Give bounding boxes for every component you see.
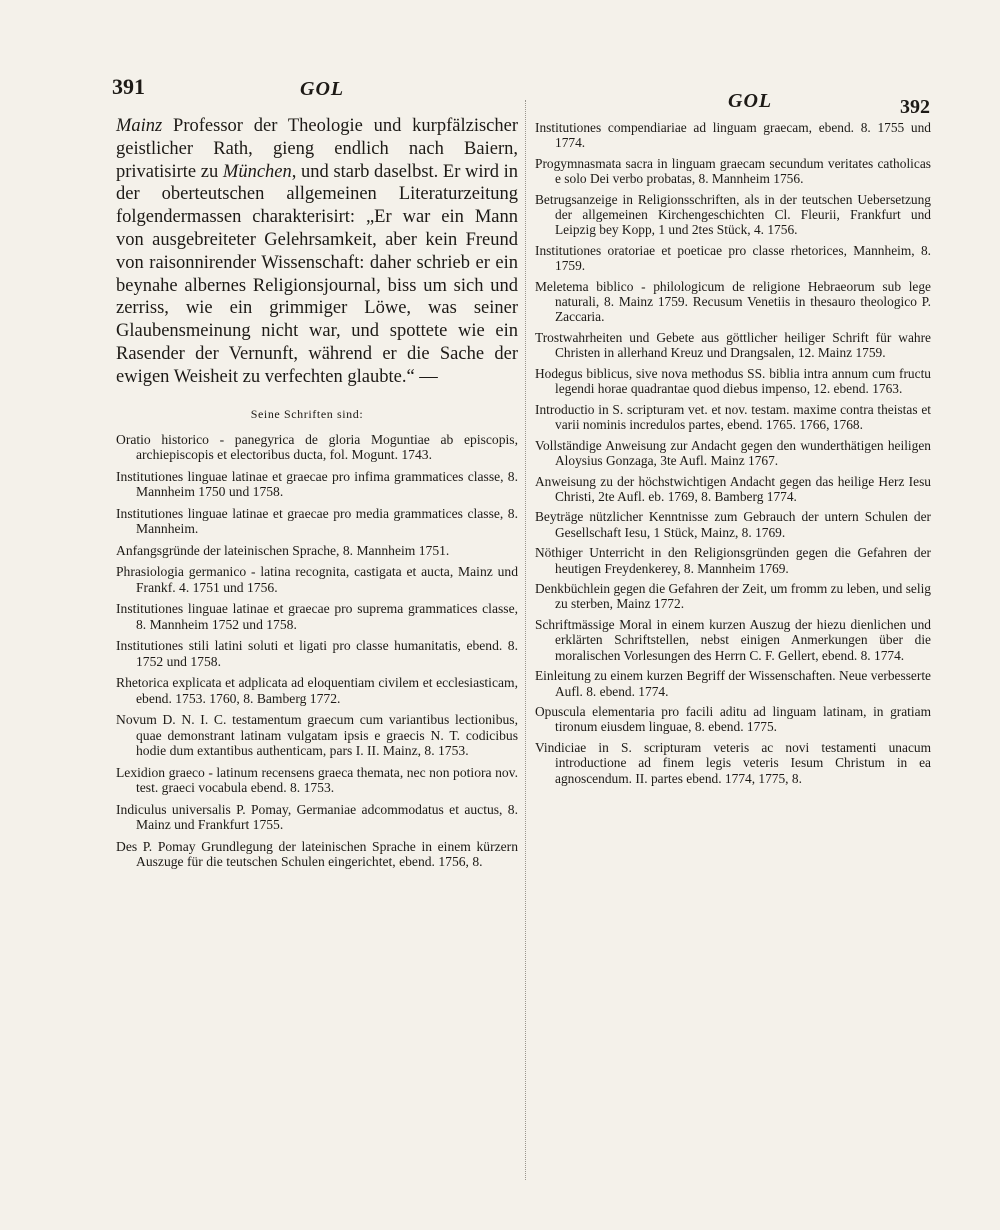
- right-column: [535, 120, 931, 791]
- bibliography-entry: Betrugsanzeige in Religionsschriften, als in der teutschen Uebersetzung der allgemeinen Kirchengeschichten Cl. Fleurii, Frankfurt und Leipzig bey Kopp, 1 und 2tes Stück, 4. 1756.: [535, 191, 931, 238]
- biography-lead-place: Mainz: [116, 116, 163, 136]
- bibliography-entry: Lexidion graeco - latinum recensens graeca themata, nec non potiora nov. test. graeci vocabula ebend. 8. 1753.: [116, 764, 518, 796]
- bibliography-entry: Progymnasmata sacra in linguam graecam secundum veritates catholicas e solo Dei verbo probatas, 8. Mannheim 1756.: [535, 155, 931, 187]
- bibliography-entry: Einleitung zu einem kurzen Begriff der Wissenschaften. Neue verbesserte Aufl. 8. ebend. 1774.: [535, 668, 931, 699]
- bibliography-entry: Des P. Pomay Grundlegung der lateinischen Sprache in einem kürzern Auszuge für die teutschen Schulen eingerichtet, ebend. 1756, 8.: [116, 838, 518, 870]
- bibliography-entry: Indiculus universalis P. Pomay, Germaniae adcommodatus et auctus, 8. Mainz und Frankfurt 1755.: [116, 801, 518, 833]
- bibliography-entry: Institutiones linguae latinae et graecae pro media grammatices classe, 8. Mannheim.: [116, 505, 518, 537]
- biography-paragraph: [116, 115, 518, 389]
- right-page-number: 392: [900, 96, 930, 118]
- left-column: [116, 115, 518, 876]
- bibliography-entry: Nöthiger Unterricht in den Religionsgründen gegen die Gefahren der heutigen Freydenkerey, 8. Mannheim 1769.: [535, 545, 931, 576]
- bibliography-entry: Institutiones stili latini soluti et ligati pro classe humanitatis, ebend. 8. 1752 und 1758.: [116, 638, 518, 669]
- bibliography-entry: Denkbüchlein gegen die Gefahren der Zeit, um fromm zu leben, und selig zu sterben, Mainz 1772.: [535, 581, 932, 612]
- bibliography-entry: Anfangsgründe der lateinischen Sprache, 8. Mannheim 1751.: [116, 542, 450, 558]
- left-page-number: 391: [112, 74, 145, 99]
- bibliography-entry: Vollständige Anweisung zur Andacht gegen den wunderthätigen heiligen Aloysius Gonzaga, 3te Aufl. Mainz 1767.: [535, 437, 931, 468]
- bibliography-entry: Beyträge nützlicher Kenntnisse zum Gebrauch der untern Schulen der Gesellschaft Iesu, 1 Stück, Mainz, 8. 1769.: [535, 509, 931, 540]
- biography-text-part-2: , und starb daselbst. Er wird in der oberteutschen allgemeinen Literaturzeitung folgendermassen charakterisirt: „Er war ein Mann von ausgebreiteter Gelehrsamkeit, aber kein Freund von raisonnirender Wissenschaft: daher schrieb er ein beynahe albernes Religionsjournal, biss um sich und zerriss, wie ein grimmiger Löwe, was seiner Glaubensmeinung nicht war, und spottete wie ein Rasender der Vernunft, während er die Sache der ewigen Weisheit zu verfechten glaubte.“ —: [116, 161, 519, 387]
- bibliography-entry: Institutiones oratoriae et poeticae pro classe rhetorices, Mannheim, 8. 1759.: [535, 242, 931, 274]
- writings-heading: Seine Schriften sind:: [250, 406, 364, 421]
- bibliography-entry: Institutiones linguae latinae et graecae pro suprema grammatices classe, 8. Mannheim 1752 und 1758.: [116, 601, 518, 632]
- bibliography-entry: Schriftmässige Moral in einem kurzen Auszug der hiezu dienlichen und erklärten Schriftstellen, nebst einigen Anmerkungen über die moralischen Vorlesungen des Herrn C. F. Gellert, ebend. 8. 1774.: [535, 617, 931, 663]
- bibliography-entry: Opuscula elementaria pro facili aditu ad linguam latinam, in gratiam tironum eiusdem linguae, 8. ebend. 1775.: [535, 704, 931, 735]
- column-divider: [525, 100, 526, 1180]
- bibliography-entry: Hodegus biblicus, sive nova methodus SS. biblia intra annum cum fructu legendi horae quadrantae quod diebus impenso, 12. ebend. 1763.: [535, 365, 931, 397]
- left-running-headword: GOL: [300, 78, 345, 100]
- biography-text-part-1: Professor der Theologie und kurpfälzischer geistlicher Rath, gieng endlich nach Baiern, privatisirte zu: [116, 116, 518, 182]
- right-running-headword: GOL: [728, 90, 773, 112]
- biography-place-emphasis: München: [222, 161, 292, 182]
- bibliography-entry: Institutiones linguae latinae et graecae pro infima grammatices classe, 8. Mannheim 1750 und 1758.: [116, 468, 518, 500]
- bibliography-entry: Trostwahrheiten und Gebete aus göttlicher heiliger Schrift für wahre Christen in allerhand Kreuz und Drangsalen, 12. Mainz 1759.: [535, 329, 931, 361]
- bibliography-entry: Oratio historico - panegyrica de gloria Moguntiae ab episcopis, archiepiscopis et electoribus ducta, fol. Mogunt. 1743.: [116, 431, 518, 463]
- bibliography-entry: Institutiones compendiariae ad linguam graecam, ebend. 8. 1755 und 1774.: [535, 120, 931, 151]
- bibliography-entry: Rhetorica explicata et adplicata ad eloquentiam civilem et ecclesiasticam, ebend. 1753. 1760, 8. Bamberg 1772.: [116, 675, 518, 706]
- bibliography-entry: Vindiciae in S. scripturam veteris ac novi testamenti unacum introductione ad finem legis veteris Iesum Christum in ea agnoscendum. II. partes ebend. 1774, 1775, 8.: [535, 740, 931, 786]
- bibliography-entry: Phrasiologia germanico - latina recognita, castigata et aucta, Mainz und Frankf. 4. 1751 und 1756.: [116, 564, 518, 595]
- bibliography-entry: Anweisung zu der höchstwichtigen Andacht gegen das heilige Herz Iesu Christi, 2te Aufl. eb. 1769, 8. Bamberg 1774.: [535, 473, 931, 504]
- bibliography-entry: Introductio in S. scripturam vet. et nov. testam. maxime contra theistas et varii nominis incredulos partes, ebend. 1765. 1766, 1768.: [535, 401, 931, 432]
- bibliography-entry: Novum D. N. I. C. testamentum graecum cum variantibus lectionibus, quae demonstrant latinam vulgatam ipsis e graecis N. T. codicibus hodie dum extantibus authenticam, pars I. II. Mainz, 8. 1753.: [116, 712, 518, 759]
- bibliography-entry: Meletema biblico - philologicum de religione Hebraeorum sub lege naturali, 8. Mainz 1759. Recusum Venetiis in thesauro theologico P. Zaccaria.: [535, 278, 931, 325]
